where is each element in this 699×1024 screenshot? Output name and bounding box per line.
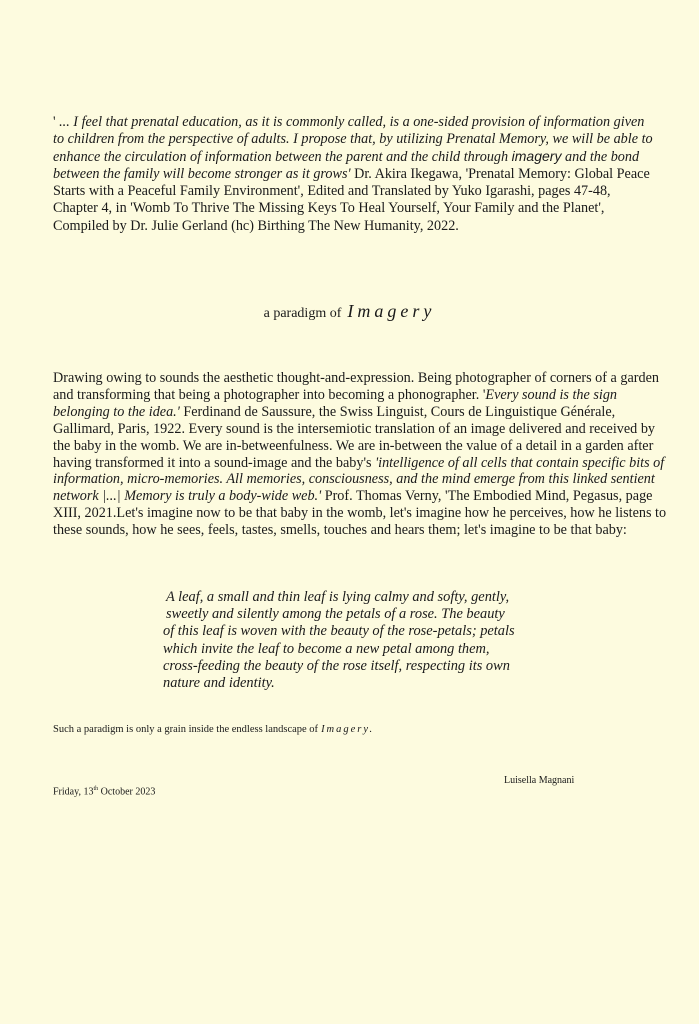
date-line: [53, 786, 155, 797]
page-title: [0, 301, 699, 322]
date-prefix: Friday, 13: [53, 786, 94, 798]
epigraph-quote: [53, 114, 653, 235]
body-paragraph: [53, 370, 668, 539]
quote-open-mark: ': [53, 114, 60, 130]
date-rest: October 2023: [98, 786, 156, 798]
body-text-1: Drawing owing to sounds the aesthetic thought-and-expression. Being photographer of corners of a garden and transforming that being a photographer into becoming a phonographer. ': [53, 370, 659, 403]
poem-line: which invite the leaf to become a new petal among them,: [163, 640, 490, 657]
author-name: Luisella Magnani: [504, 775, 575, 786]
quote-italic-word: imagery: [511, 148, 562, 165]
quote-italic-part-2: and the bond between the family will become stronger as it grows': [53, 149, 640, 183]
poem-line: cross-feeding the beauty of the rose itself, respecting its own: [163, 657, 510, 674]
title-prefix: a paradigm of: [263, 306, 342, 321]
body-text-3: Prof. Thomas Verny, 'The Embodied Mind, Pegasus, page XIII, 2021.Let's imagine now to be that baby in the womb, let's imagine how he perceives, how he listens to these sounds, how he sees, feels, tastes, smells, touches and hears them; let's imagine to be that baby:: [53, 488, 667, 539]
poem-line: sweetly and silently among the petals of a rose. The beauty: [166, 606, 505, 623]
closing-text: Such a paradigm is only a grain inside the endless landscape of: [53, 724, 319, 735]
body-quote-2: 'intelligence of all cells that contain specific bits of information, micro-memories. All memories, consciousness, and the mind emerge from this linked sentient network |...| Memory is truly a body-wide web.': [53, 454, 665, 505]
closing-word: Imagery.: [321, 724, 375, 735]
date-suffix: th: [93, 786, 99, 792]
quote-italic-part-1: ... I feel that prenatal education, as it is commonly called, is a one-sided provision of information given to children from the perspective of adults. I propose that, by utilizing Prenatal Memory, we will be able to enhance the circulation of information between the parent and the child through: [53, 114, 653, 166]
poem: [162, 589, 542, 692]
poem-line: of this leaf is woven with the beauty of the rose-petals; petals: [163, 623, 515, 640]
poem-line: A leaf, a small and thin leaf is lying calmy and softy, gently,: [166, 589, 510, 605]
poem-line: nature and identity.: [163, 675, 275, 692]
quote-citation: Dr. Akira Ikegawa, 'Prenatal Memory: Global Peace Starts with a Peaceful Family Environment', Edited and Translated by Yuko Igarashi, pages 47-48, Chapter 4, in 'Womb To Thrive The Missing Keys To Heal Yourself, Your Family and the Planet', Compiled by Dr. Julie Gerland (hc) Birthing The New Humanity, 2022.: [53, 166, 650, 234]
body-quote-1: Every sound is the sign belonging to the idea.': [53, 386, 618, 420]
closing-line: [53, 724, 653, 735]
body-text-2: Ferdinand de Saussure, the Swiss Linguist, Cours de Linguistique Générale, Gallimard, Paris, 1922. Every sound is the intersemiotic translation of an image delivered and received by the baby in the womb. We are in-betweenfulness. We are in-between the value of a detail in a garden after having transformed it into a sound-image and the baby's: [53, 403, 656, 471]
title-word: Imagery: [347, 301, 436, 321]
